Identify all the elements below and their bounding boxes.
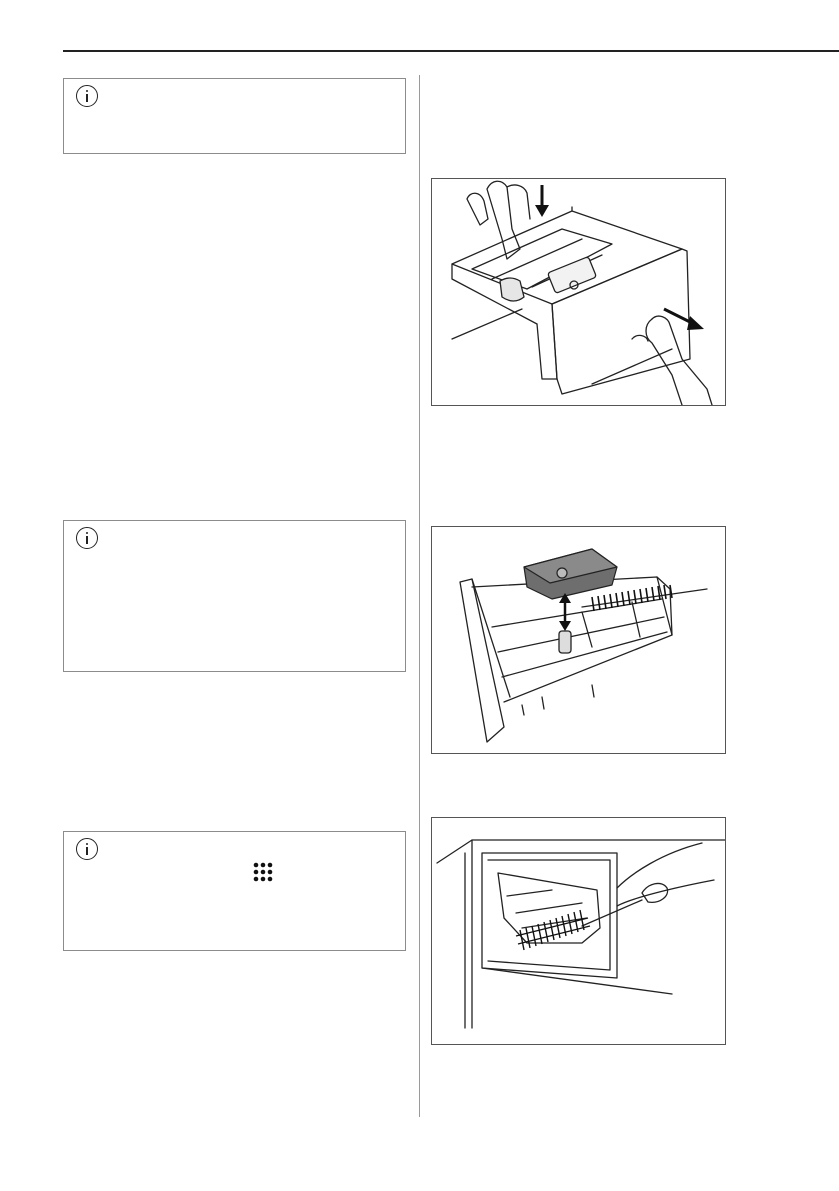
column-divider <box>419 75 420 1117</box>
figure-clean-recess <box>431 817 726 1045</box>
info-note-2 <box>63 520 406 672</box>
info-note-3 <box>63 831 406 951</box>
recess-illustration <box>432 818 725 1044</box>
figure-pull-out-drawer <box>431 178 726 406</box>
insert-illustration <box>432 527 725 753</box>
info-icon <box>76 527 98 549</box>
info-icon <box>76 85 98 107</box>
info-icon <box>76 838 98 860</box>
figure-remove-insert <box>431 526 726 754</box>
header-rule <box>63 50 839 52</box>
dots-grid-icon <box>252 861 274 883</box>
info-note-1 <box>63 78 406 154</box>
drawer-illustration <box>432 179 725 405</box>
